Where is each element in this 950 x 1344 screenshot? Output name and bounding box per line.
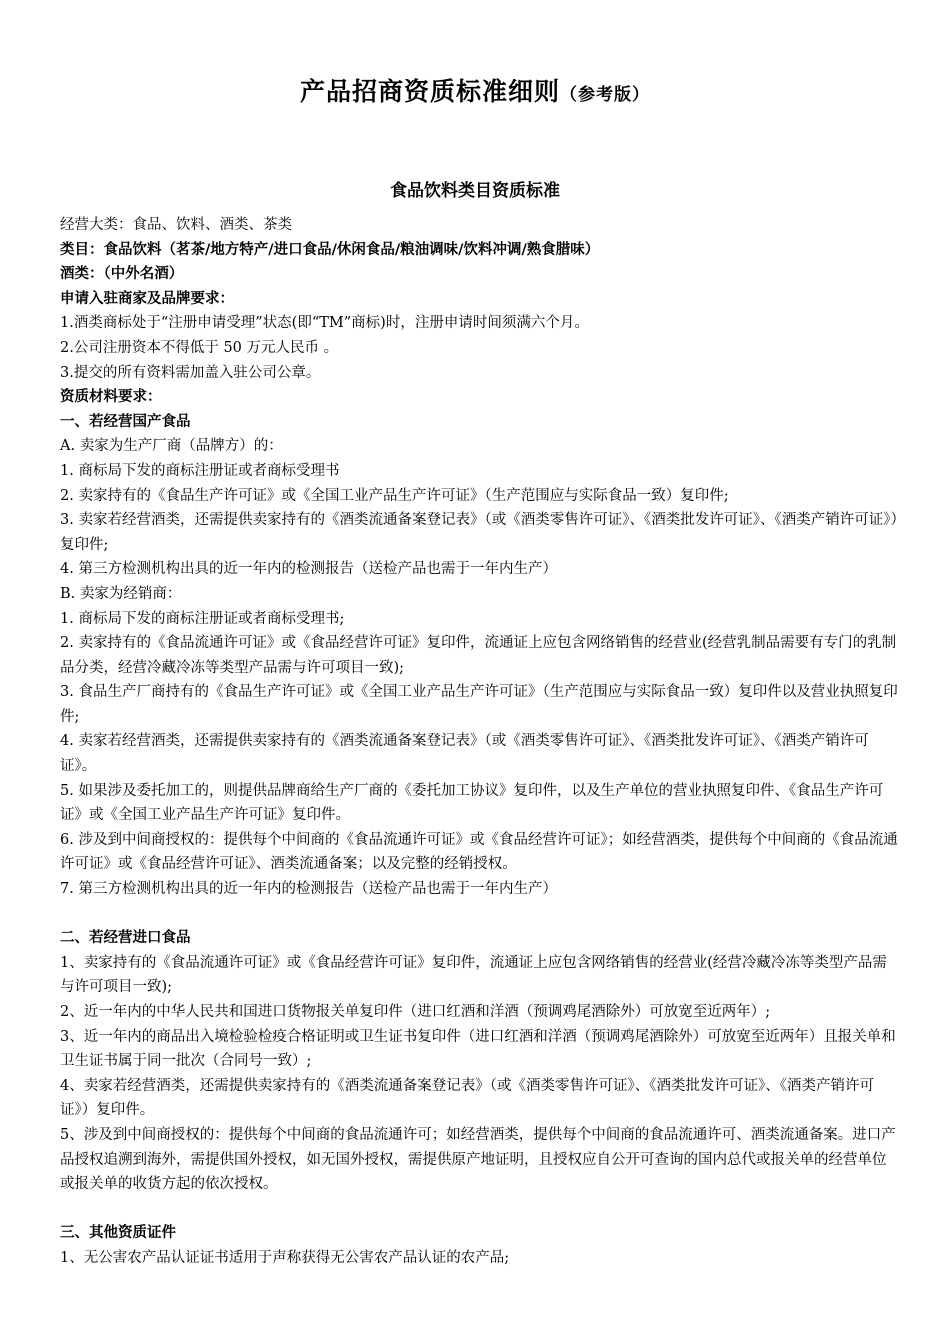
document-title-main: 产品招商资质标准细则 (299, 77, 560, 106)
imported-item: 1、卖家持有的《食品流通许可证》或《食品经营许可证》复印件，流通证上应包含网络销售的经营业(经营冷藏冷冻等类型产品需与许可项目一致); (60, 954, 887, 996)
domestic-b-item: 1. 商标局下发的商标注册证或者商标受理书; (60, 610, 345, 627)
merchant-requirements-heading: 申请入驻商家及品牌要求： (60, 290, 234, 307)
category-line: 类目：食品饮料（茗茶/地方特产/进口食品/休闲食品/粮油调味/饮料冲调/熟食腊味） (60, 241, 600, 258)
spacer (60, 902, 900, 927)
domestic-b-item: 3. 食品生产厂商持有的《食品生产许可证》或《全国工业产品生产许可证》（生产范围应与实际食品一致）复印件以及营业执照复印件; (60, 684, 898, 725)
domestic-b-item: 2. 卖家持有的《食品流通许可证》或《食品经营许可证》复印件，流通证上应包含网络销售的经营业(经营乳制品需要有专门的乳制品分类，经营冷藏冷冻等类型产品需与许可项目一致); (60, 635, 897, 676)
imported-item: 2、近一年内的中华人民共和国进口货物报关单复印件（进口红酒和洋酒（预调鸡尾酒除外）可放宽至近两年）; (60, 1004, 771, 1020)
imported-item: 5、涉及到中间商授权的：提供每个中间商的食品流通许可；如经营酒类，提供每个中间商的食品流通许可、酒类流通备案。进口产品授权追溯到海外，需提供国外授权，如无国外授权，需提供原产地证明，且授权应自公开可查询的国内总代或报关单的经营单位或报关单的收货方起的依次授权。 (60, 1126, 896, 1193)
spacer (60, 1197, 900, 1222)
domestic-heading: 一、若经营国产食品 (60, 413, 191, 430)
document-title (0, 72, 950, 108)
imported-item: 4、卖家若经营酒类，还需提供卖家持有的《酒类流通备案登记表》（或《酒类零售许可证》、《酒类批发许可证》、《酒类产销许可证》）复印件。 (60, 1077, 874, 1119)
merchant-requirement: 1.酒类商标处于“注册申请受理”状态(即“TM”商标)时，注册申请时间须满六个月。 (60, 315, 589, 332)
section-title: 食品饮料类目资质标准 (390, 181, 560, 201)
imported-heading: 二、若经营进口食品 (60, 930, 191, 947)
other-heading: 三、其他资质证件 (60, 1225, 176, 1242)
merchant-requirement: 3.提交的所有资料需加盖入驻公司公章。 (60, 364, 321, 381)
imported-item: 3、近一年内的商品出入境检验检疫合格证明或卫生证书复印件（进口红酒和洋酒（预调鸡尾酒除外）可放宽至近两年）且报关单和卫生证书属于同一批次（合同号一致）; (60, 1028, 896, 1070)
domestic-b-item: 7. 第三方检测机构出具的近一年内的检测报告（送检产品也需于一年内生产） (60, 881, 557, 898)
business-category: 经营大类：食品、饮料、酒类、茶类 (60, 217, 292, 233)
merchant-requirement: 2.公司注册资本不得低于 50 万元人民币 。 (60, 339, 339, 356)
liquor-line: 酒类：（中外名酒） (60, 266, 184, 283)
document-title-sub: （参考版） (560, 85, 650, 105)
domestic-a-item: 4. 第三方检测机构出具的近一年内的检测报告（送检产品也需于一年内生产） (60, 561, 557, 578)
domestic-a-item: 1. 商标局下发的商标注册证或者商标受理书 (60, 462, 340, 479)
domestic-a-heading: A. 卖家为生产厂商（品牌方）的： (60, 438, 283, 455)
document-body (60, 213, 900, 1271)
domestic-a-item: 2. 卖家持有的《食品生产许可证》或《全国工业产品生产许可证》（生产范围应与实际食品一致）复印件; (60, 487, 729, 504)
domestic-b-item: 4. 卖家若经营酒类，还需提供卖家持有的《酒类流通备案登记表》（或《酒类零售许可证》、《酒类批发许可证》、《酒类产销许可证》。 (60, 733, 869, 775)
materials-heading: 资质材料要求： (60, 389, 162, 406)
domestic-b-item: 5. 如果涉及委托加工的，则提供品牌商给生产厂商的《委托加工协议》复印件，以及生产单位的营业执照复印件、《食品生产许可证》或《全国工业产品生产许可证》复印件。 (60, 782, 884, 824)
domestic-a-item: 3. 卖家若经营酒类，还需提供卖家持有的《酒类流通备案登记表》（或《酒类零售许可证》、《酒类批发许可证》、《酒类产销许可证》）复印件; (60, 512, 898, 553)
domestic-b-item: 6. 涉及到中间商授权的：提供每个中间商的《食品流通许可证》或《食品经营许可证》；如经营酒类，提供每个中间商的《食品流通许可证》或《食品经营许可证》、酒类流通备案；以及完整的经销授权。 (60, 831, 898, 873)
domestic-b-heading: B. 卖家为经销商： (60, 585, 182, 602)
other-item: 1、无公害农产品认证证书适用于声称获得无公害农产品认证的农产品; (60, 1249, 510, 1266)
